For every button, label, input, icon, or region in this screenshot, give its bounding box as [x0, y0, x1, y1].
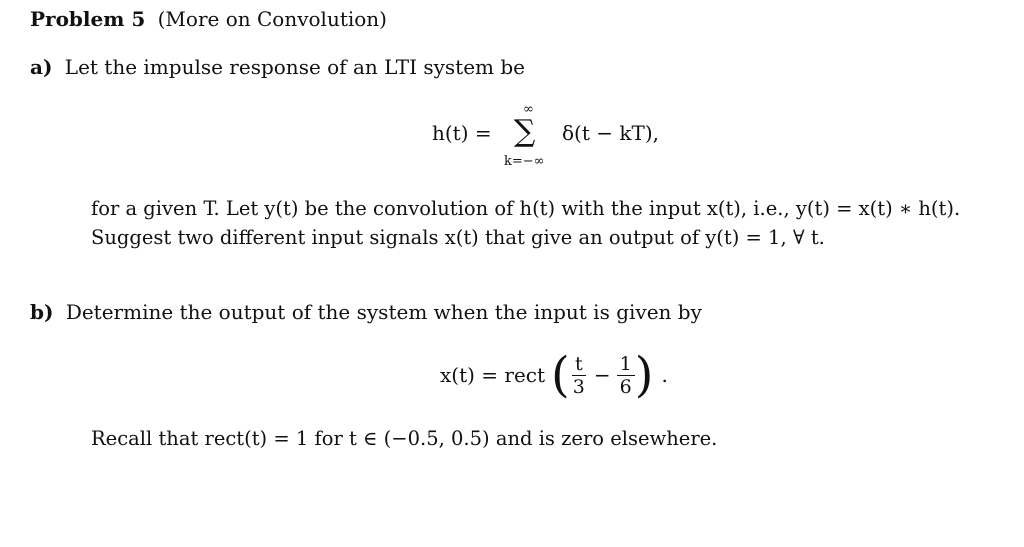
fraction-1-over-6	[617, 353, 635, 398]
part-b-intro-line	[30, 302, 702, 322]
sum-lower-limit: k=−∞	[504, 154, 545, 169]
problem-number: Problem 5	[30, 7, 146, 31]
part-b-equation	[440, 345, 668, 405]
problem-subtitle: (More on Convolution)	[157, 7, 387, 31]
part-a-intro-line	[30, 57, 525, 77]
equation-summand: δ(t − kT),	[562, 121, 659, 145]
part-a-intro: Let the impulse response of an LTI system be	[64, 55, 526, 79]
fraction-denominator: 6	[619, 375, 632, 398]
fraction-denominator: 3	[572, 375, 585, 398]
right-paren: )	[634, 347, 654, 403]
fraction-t-over-3	[570, 353, 588, 398]
part-b-label: b)	[30, 300, 54, 324]
equation-lhs: x(t) = rect	[440, 363, 546, 387]
left-paren: (	[551, 347, 570, 403]
part-a-text-line2: Suggest two different input signals x(t) that give an output of y(t) = 1, ∀ t.	[91, 226, 825, 249]
sum-upper-limit: ∞	[523, 102, 534, 117]
summation-symbol: ∑	[514, 114, 536, 149]
part-a-label: a)	[30, 55, 53, 79]
minus-sign: −	[593, 363, 611, 387]
part-b-recall: Recall that rect(t) = 1 for t ∈ (−0.5, 0.5) and is zero elsewhere.	[91, 427, 718, 450]
part-a-text-line1: for a given T. Let y(t) be the convolution of h(t) with the input x(t), i.e., y(t) = x(t) ∗ h(t).	[91, 197, 961, 220]
part-b-intro: Determine the output of the system when the input is given by	[65, 300, 702, 324]
fraction-numerator: t	[572, 353, 586, 376]
problem-header	[30, 9, 387, 29]
equation-period: .	[661, 363, 668, 387]
equation-lhs: h(t) =	[432, 121, 492, 145]
fraction-numerator: 1	[617, 353, 635, 376]
